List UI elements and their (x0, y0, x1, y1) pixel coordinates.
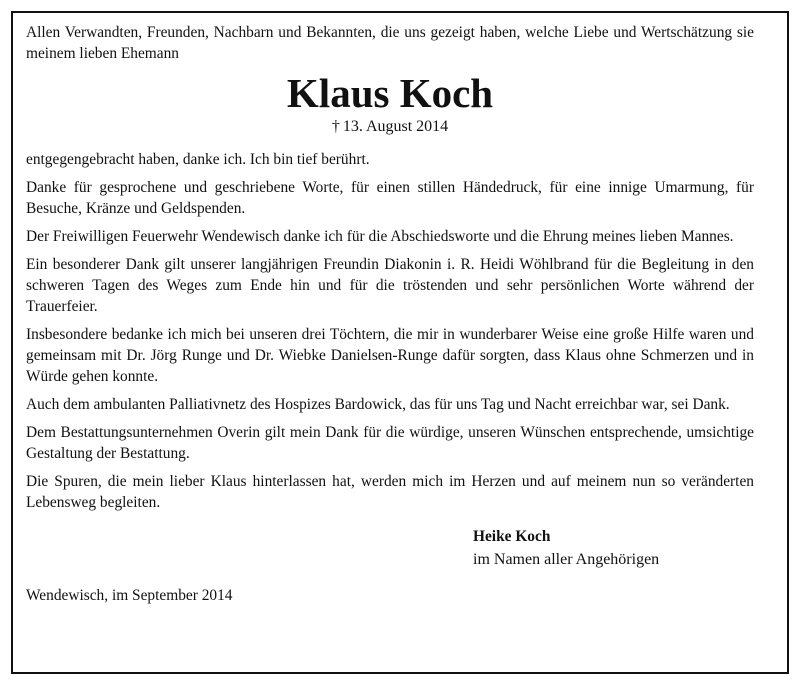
paragraph-fire-brigade: Der Freiwilligen Feuerwehr Wendewisch danke ich für die Abschiedsworte und die Ehrung meines lieben Mannes. (26, 228, 734, 245)
paragraph-closing: Die Spuren, die mein lieber Klaus hinterlassen hat, werden mich im Herzen und auf meinem nun so veränderten Lebensweg begleiten. (26, 473, 754, 511)
paragraph-palliative: Auch dem ambulanten Palliativnetz des Hospizes Bardowick, das für uns Tag und Nacht erreichbar war, sei Dank. (26, 396, 730, 413)
deceased-name: Klaus Koch (286, 70, 494, 116)
paragraph-undertaker: Dem Bestattungsunternehmen Overin gilt mein Dank für die würdige, unseren Wünschen entsprechende, umsichtige Gestaltung der Bestattung. (26, 424, 754, 462)
paragraph-deaconess: Ein besonderer Dank gilt unserer langjährigen Freundin Diakonin i. R. Heidi Wöhlbrand für die Begleitung in den schweren Tagen des Weges zum Ende hin und für die tröstenden und sehr persönlichen Worte während der Trauerfeier. (26, 256, 754, 315)
signature-subtitle: im Namen aller Angehörigen (473, 551, 660, 568)
paragraph-daughters: Insbesondere bedanke ich mich bei unseren drei Töchtern, die mir in wunderbarer Weise eine große Hilfe waren und gemeinsam mit Dr. Jörg Runge und Dr. Wiebke Danielsen-Runge dafür sorgten, dass Klaus ohne Schmerzen und in Würde gehen konnte. (26, 326, 754, 385)
place-date: Wendewisch, im September 2014 (26, 587, 233, 604)
signature-name: Heike Koch (473, 528, 551, 545)
notice-content (26, 22, 754, 606)
cross-icon: † (331, 118, 340, 135)
paragraph-thanks-intro: entgegengebracht haben, danke ich. Ich bin tief berührt. (26, 151, 370, 168)
signature-block (473, 526, 754, 572)
death-date: 13. August 2014 (342, 118, 449, 135)
paragraph-words: Danke für gesprochene und geschriebene Worte, für einen stillen Händedruck, für eine innige Umarmung, für Besuche, Kränze und Geldspenden. (26, 179, 754, 217)
intro-text: Allen Verwandten, Freunden, Nachbarn und Bekannten, die uns gezeigt haben, welche Liebe und Wertschätzung sie meinem lieben Ehemann (26, 24, 754, 62)
death-date-line (26, 116, 754, 138)
